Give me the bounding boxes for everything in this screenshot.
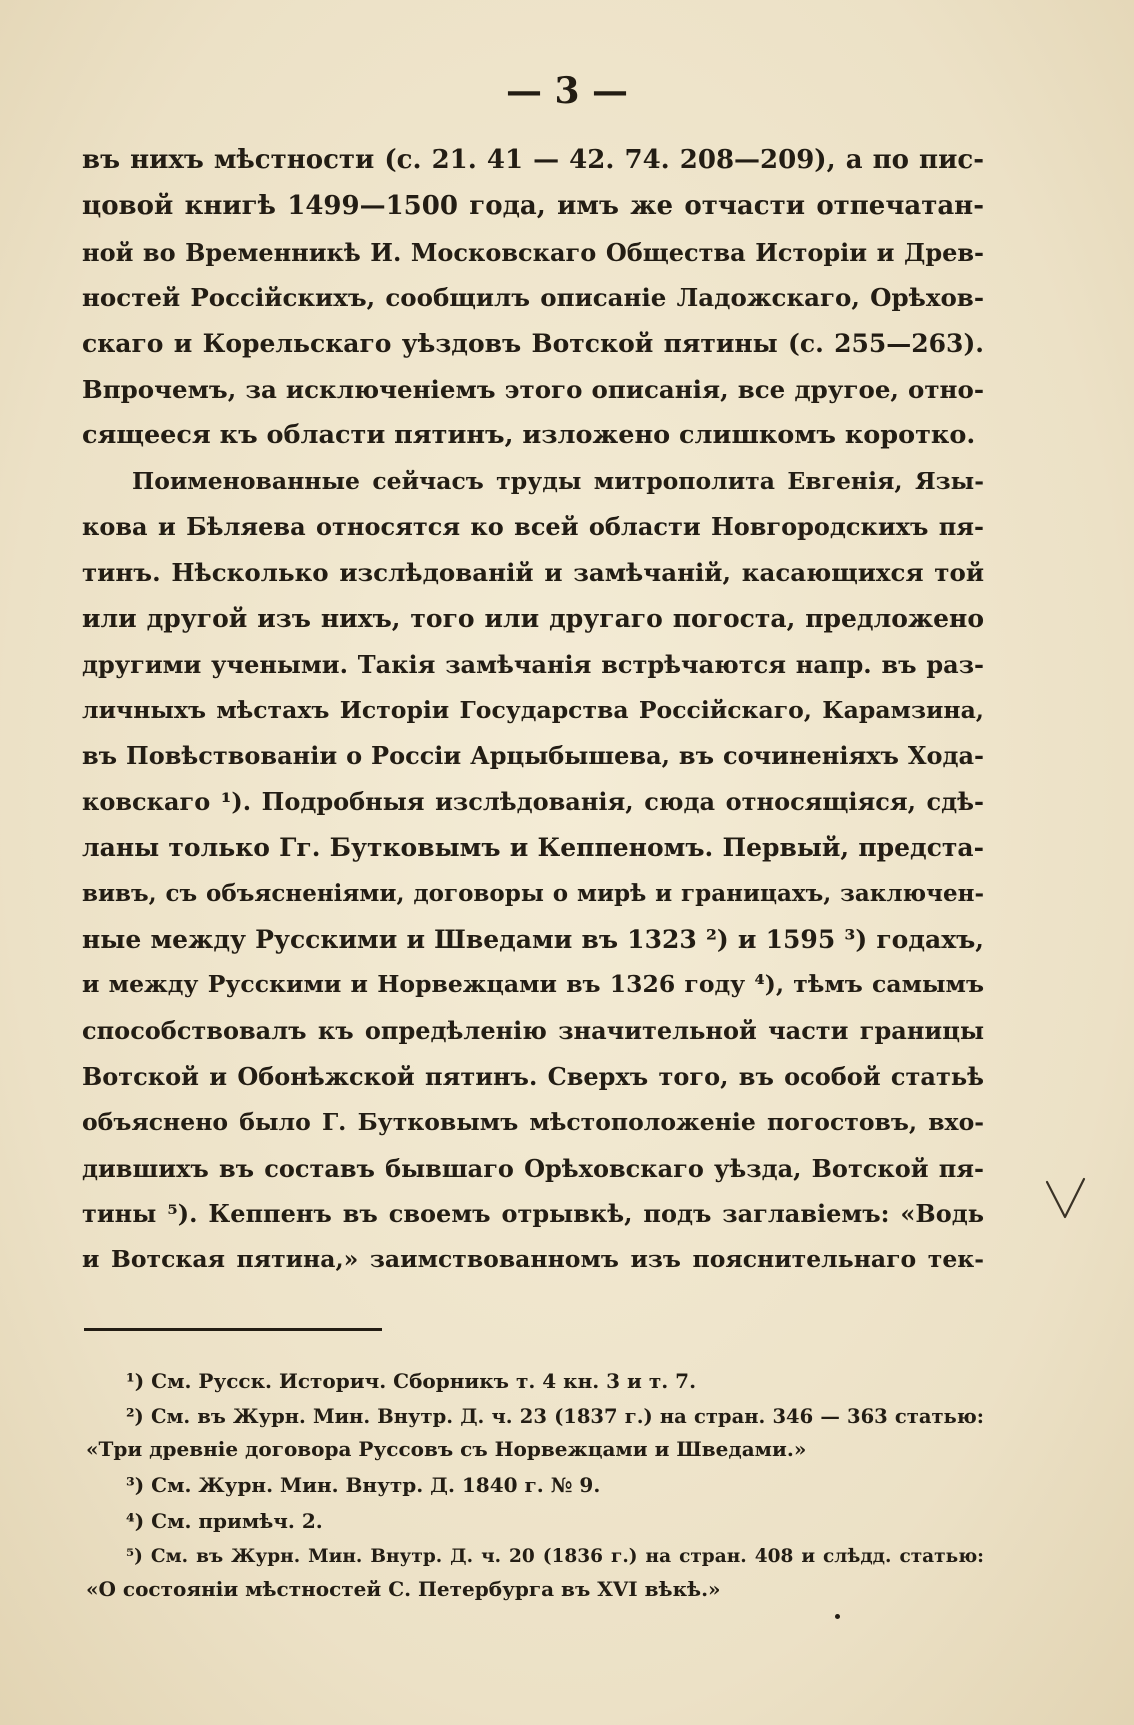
footnote-line: ³) См. Журн. Мин. Внутр. Д. 1840 г. № 9. <box>126 1473 601 1497</box>
footnote-line: ²) См. въ Журн. Мин. Внутр. Д. ч. 23 (1837 г.) на стран. 346 — 363 статью: <box>126 1405 984 1428</box>
footnote-line: ¹) См. Русск. Историч. Сборникъ т. 4 кн. 3 и т. 7. <box>126 1369 697 1393</box>
footnote-line: «Три древніе договора Руссовъ съ Норвежцами и Шведами.» <box>86 1437 807 1461</box>
body-line: объяснено было Г. Бутковымъ мѣстоположеніе погостовъ, вхо- <box>82 1107 984 1136</box>
body-line: Поименованные сейчасъ труды митрополита Евгенія, Язы- <box>132 466 984 495</box>
body-line: ной во Временникѣ И. Московскаго Общества Исторіи и Древ- <box>82 237 984 267</box>
body-line: тины ⁵). Кеппенъ въ своемъ отрывкѣ, подъ заглавіемъ: «Водь <box>82 1199 984 1229</box>
body-line: ланы только Гг. Бутковымъ и Кеппеномъ. Первый, предста- <box>82 832 984 862</box>
footnote-4 <box>86 1505 984 1537</box>
body-line: вивъ, съ объясненіями, договоры о мирѣ и границахъ, заключен- <box>82 879 984 907</box>
footnote-3 <box>86 1469 984 1501</box>
footnote-1 <box>86 1365 984 1397</box>
body-line: ковскаго ¹). Подробныя изслѣдованія, сюда относящіяся, сдѣ- <box>82 787 984 817</box>
body-line: Вотской и Обонѣжской пятинъ. Сверхъ того, въ особой статьѣ <box>82 1061 984 1091</box>
body-text <box>82 138 984 1283</box>
body-line: другими учеными. Такія замѣчанія встрѣчаются напр. въ раз- <box>82 649 984 679</box>
body-line: и между Русскими и Норвежцами въ 1326 году ⁴), тѣмъ самымъ <box>82 970 984 999</box>
body-line: способствовалъ къ опредѣленію значительной части границы <box>82 1016 984 1046</box>
margin-check-mark <box>1044 1176 1088 1222</box>
footnote-divider <box>84 1328 382 1331</box>
body-line: ные между Русскими и Шведами въ 1323 ²) и 1595 ³) годахъ, <box>82 924 984 954</box>
footnote-line: «О состояніи мѣстностей С. Петербурга въ XVI вѣкѣ.» <box>86 1577 721 1601</box>
body-line: ностей Россійскихъ, сообщилъ описаніе Ладожскаго, Орѣхов- <box>82 283 984 313</box>
ink-dot <box>835 1614 840 1619</box>
body-line: дившихъ въ составъ бывшаго Орѣховскаго уѣзда, Вотской пя- <box>82 1153 984 1183</box>
body-line: личныхъ мѣстахъ Исторіи Государства Россійскаго, Карамзина, <box>82 695 984 724</box>
footnote-2 <box>86 1401 984 1465</box>
page-number: — 3 — <box>505 70 629 112</box>
body-line: тинъ. Нѣсколько изслѣдованій и замѣчаній, касающихся той <box>82 558 984 588</box>
body-line: въ Повѣствованіи о Россіи Арцыбышева, въ сочиненіяхъ Хода- <box>82 741 984 771</box>
body-line: или другой изъ нихъ, того или другаго погоста, предложено <box>82 603 984 633</box>
body-line: Впрочемъ, за исключеніемъ этого описанія, все другое, отно- <box>82 374 984 404</box>
body-line: кова и Бѣляева относятся ко всей области Новгородскихъ пя- <box>82 512 984 542</box>
body-line: сящееся къ области пятинъ, изложено слишкомъ коротко. <box>82 419 976 450</box>
footnote-line: ⁴) См. примѣч. 2. <box>126 1509 323 1533</box>
body-line: цовой книгѣ 1499—1500 года, имъ же отчасти отпечатан- <box>82 190 984 221</box>
body-line: и Вотская пятина,» заимствованномъ изъ пояснительнаго тек- <box>82 1245 984 1274</box>
body-line: скаго и Корельскаго уѣздовъ Вотской пятины (с. 255—263). <box>82 329 984 359</box>
footnotes <box>86 1365 984 1605</box>
footnote-5 <box>86 1541 984 1605</box>
footnote-line: ⁵) См. въ Журн. Мин. Внутр. Д. ч. 20 (1836 г.) на стран. 408 и слѣдд. статью: <box>126 1546 984 1567</box>
body-line: въ нихъ мѣстности (с. 21. 41 — 42. 74. 208—209), а по пис- <box>82 145 984 175</box>
